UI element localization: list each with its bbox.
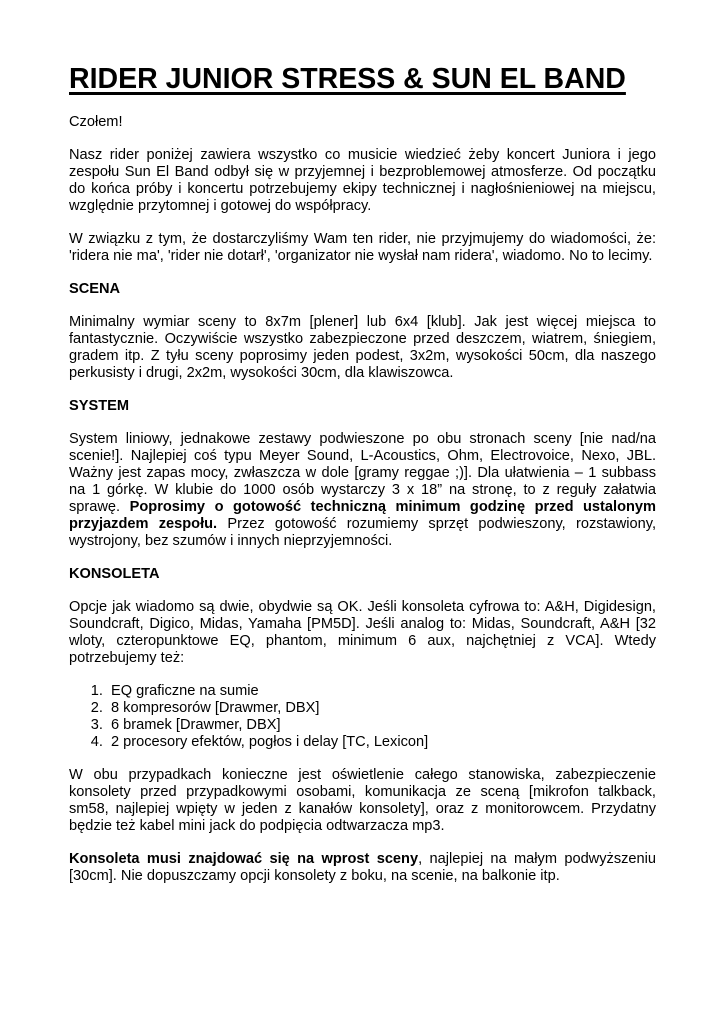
konsoleta-position-bold: Konsoleta musi znajdować się na wprost sceny — [69, 851, 419, 867]
system-text-bold: Poprosimy o gotowość techniczną minimum godzinę przed ustalonym przyjazdem zespołu. — [69, 499, 657, 532]
list-item: 4. 2 procesory efektów, pogłos i delay [TC, Lexicon] — [107, 734, 656, 751]
section-heading-konsoleta: KONSOLETA — [69, 566, 160, 582]
intro-paragraph-2: W związku z tym, że dostarczyliśmy Wam ten rider, nie przyjmujemy do wiadomości, że: 'ridera nie ma', 'rider nie dotarł', 'organizator nie wysłał nam ridera', wiadomo. No to lecimy. — [69, 231, 656, 264]
konsoleta-paragraph: Opcje jak wiadomo są dwie, obydwie są OK. Jeśli konsoleta cyfrowa to: A&H, Digidesign, Soundcraft, Digico, Midas, Yamaha [PM5D]. Jeśli analog to: Midas, Soundcraft, A&H [32 wloty, czteropunktowe EQ, phantom, minimum 6 aux, najchętniej z VCA]. Wtedy potrzebujemy też: — [69, 599, 656, 666]
greeting: Czołem! — [69, 114, 123, 130]
list-item: 1. EQ graficzne na sumie — [107, 683, 656, 700]
list-item: 3. 6 bramek [Drawmer, DBX] — [107, 717, 656, 734]
konsoleta-position-rest: , najlepiej na małym podwyższeniu [30cm]. Nie dopuszczamy opcji konsolety z boku, na scenie, na balkonie itp. — [69, 851, 656, 884]
system-text-end: Przez gotowość rozumiemy sprzęt podwieszony, rozstawiony, wystrojony, bez szumów i innych nieprzyjemności. — [69, 516, 656, 549]
equipment-list — [69, 683, 656, 751]
document-page — [69, 62, 656, 901]
system-text-start: System liniowy, jednakowe zestawy podwieszone po obu stronach sceny [nie nad/na scenie!]. Najlepiej coś typu Meyer Sound, L-Acoustics, Ohm, Electrovoice, Nexo, JBL. Ważny jest zapas mocy, zwłaszcza w dole [gramy reggae ;)]. Dla ułatwienia – 1 subbass na 1 górkę. W klubie do 1000 osób wystarczy 3 x 18” na stronę, to z reguły załatwia sprawę. — [69, 431, 656, 515]
konsoleta-paragraph-3 — [69, 851, 656, 885]
page-title: RIDER JUNIOR STRESS & SUN EL BAND — [69, 63, 626, 95]
konsoleta-paragraph-2: W obu przypadkach konieczne jest oświetlenie całego stanowiska, zabezpieczenie konsolety przed przypadkowymi osobami, komunikacja ze sceną [mikrofon talkback, sm58, najlepiej wpięty w jeden z kanałów konsolety], oraz z monitorowcem. Przydatny będzie też kabel mini jack do podpięcia odtwarzacza mp3. — [69, 767, 656, 834]
intro-paragraph: Nasz rider poniżej zawiera wszystko co musicie wiedzieć żeby koncert Juniora i jego zespołu Sun El Band odbył się w przyjemnej i bezproblemowej atmosferze. Od początku do końca próby i koncertu potrzebujemy ekipy technicznej i nagłośnieniowej na miejscu, względnie przytomnej i gotowej do współpracy. — [69, 147, 656, 214]
system-paragraph — [69, 431, 656, 550]
section-heading-system: SYSTEM — [69, 398, 130, 414]
scena-paragraph: Minimalny wymiar sceny to 8x7m [plener] lub 6x4 [klub]. Jak jest więcej miejsca to fantastycznie. Oczywiście wszystko zabezpieczone przed deszczem, wiatrem, śniegiem, gradem itp. Z tyłu sceny poprosimy jeden podest, 3x2m, wysokości 50cm, dla naszego perkusisty i drugi, 2x2m, wysokości 30cm, dla klawiszowca. — [69, 314, 656, 381]
section-heading-scena: SCENA — [69, 281, 121, 297]
list-item: 2. 8 kompresorów [Drawmer, DBX] — [107, 700, 656, 717]
